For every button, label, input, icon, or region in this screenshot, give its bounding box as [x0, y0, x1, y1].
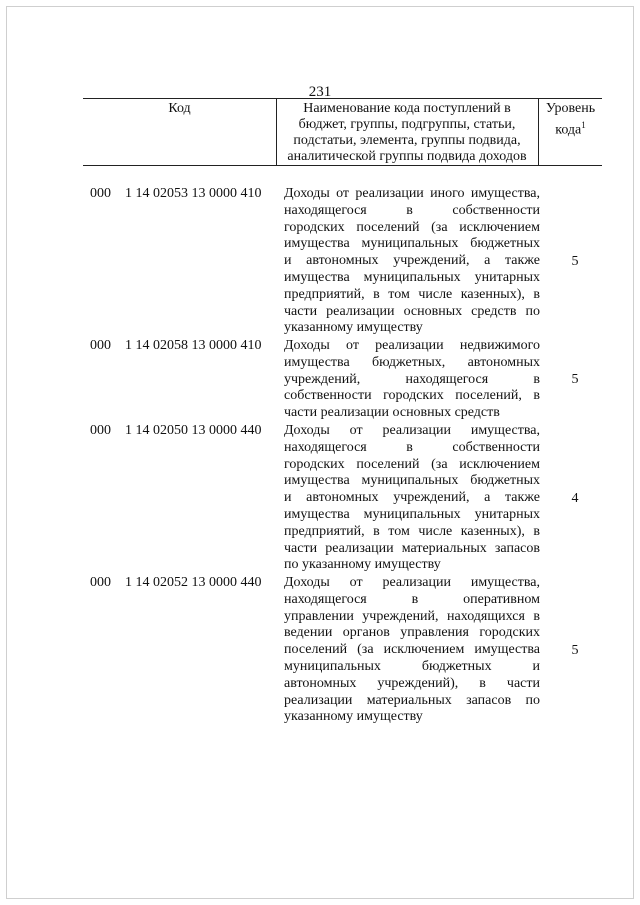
table-row [0, 423, 640, 575]
description-line: части реализации материальных запасов [284, 540, 540, 556]
description-line: предприятий, в том числе казенных), в [284, 286, 540, 302]
header-name-line: бюджет, группы, подгруппы, статьи, [298, 117, 516, 132]
header-level-line [539, 117, 602, 139]
description-line: Доходы от реализации имущества, [284, 423, 540, 438]
description-line: управлении учреждений, находящихся в [284, 608, 540, 624]
admin-code: 000 [90, 186, 111, 201]
code-level: 5 [571, 643, 579, 658]
header-name-cell [276, 99, 539, 165]
row-description [284, 338, 540, 422]
description-line: части реализации основных средств [284, 405, 500, 421]
description-line: находящегося в собственности [284, 439, 540, 455]
header-level-word: кода [555, 122, 582, 138]
description-line: части реализации основных средств по [284, 303, 540, 319]
header-level-cell [539, 99, 602, 165]
description-line: предприятий, в том числе казенных), в [284, 523, 540, 539]
description-line: собственности городских поселений, в [284, 388, 540, 404]
table-row [0, 186, 640, 338]
description-line: по указанному имуществу [284, 557, 441, 573]
description-line: указанному имуществу [284, 709, 423, 725]
code-level: 4 [571, 491, 579, 506]
description-line: имущества муниципальных бюджетных [284, 236, 540, 252]
code-level: 5 [571, 372, 579, 387]
description-line: муниципальных бюджетных и [284, 658, 540, 674]
description-line: городских поселений (за исключением [284, 456, 540, 472]
budget-code: 1 14 02050 13 0000 440 [125, 423, 262, 438]
description-line: городских поселений (за исключением [284, 219, 540, 235]
description-line: имущества бюджетных, автономных [284, 354, 540, 370]
budget-code: 1 14 02052 13 0000 440 [125, 575, 262, 590]
description-line: указанному имуществу [284, 320, 423, 336]
budget-code: 1 14 02053 13 0000 410 [125, 186, 262, 201]
table-row [0, 575, 640, 727]
table-row [0, 338, 640, 423]
header-name-line: подстатьи, элемента, группы подвида, [293, 133, 521, 148]
description-line: Доходы от реализации недвижимого [284, 338, 540, 353]
description-line: ведении органов управления городских [284, 625, 540, 641]
description-line: учреждений, находящегося в [284, 371, 540, 387]
description-line: имущества муниципальных унитарных [284, 269, 540, 285]
page-number: 231 [308, 84, 332, 100]
row-description [284, 575, 540, 726]
admin-code: 000 [90, 575, 111, 590]
description-line: Доходы от реализации иного имущества, [284, 186, 540, 201]
admin-code: 000 [90, 338, 111, 353]
budget-code: 1 14 02058 13 0000 410 [125, 338, 262, 353]
description-line: находящегося в собственности [284, 202, 540, 218]
description-line: реализации материальных запасов по [284, 692, 540, 708]
code-level: 5 [571, 254, 579, 269]
description-line: имущества муниципальных бюджетных [284, 473, 540, 489]
admin-code: 000 [90, 423, 111, 438]
footnote-marker: 1 [581, 120, 586, 130]
header-name-line: аналитической группы подвида доходов [287, 149, 527, 164]
description-line: автономных учреждений), в части [284, 675, 540, 691]
description-line: и автономных учреждений, а также [284, 253, 540, 269]
header-name-line: Наименование кода поступлений в [303, 101, 511, 116]
description-line: Доходы от реализации имущества, [284, 575, 540, 590]
description-line: имущества муниципальных унитарных [284, 506, 540, 522]
header-code-label: Код [168, 101, 191, 116]
description-line: находящегося в оперативном [284, 591, 540, 607]
header-level-line: Уровень [545, 101, 596, 116]
row-description [284, 186, 540, 337]
description-line: поселений (за исключением имущества [284, 642, 540, 658]
table-header [83, 98, 602, 166]
description-line: и автономных учреждений, а также [284, 490, 540, 506]
row-description [284, 423, 540, 574]
header-code-cell [83, 99, 277, 165]
